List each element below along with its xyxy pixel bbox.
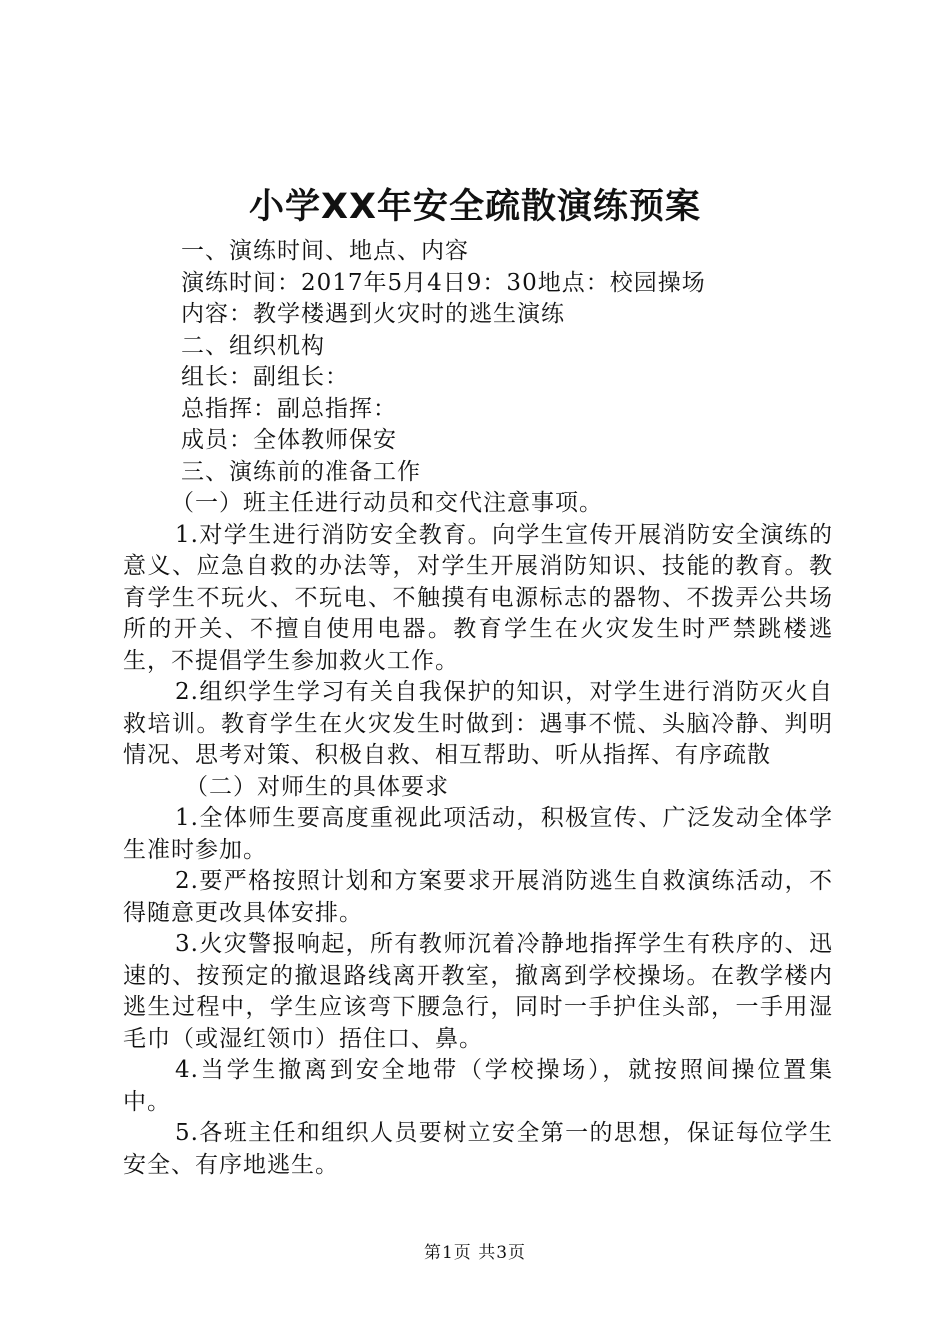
drill-content: 内容：教学楼遇到火灾时的逃生演练 (181, 301, 565, 327)
requirement-4: 4.当学生撤离到安全地带（学校操场），就按照间操位置集中。 (123, 1057, 833, 1115)
drill-time-location: 演练时间：2017年5月4日9：30地点：校园操场 (181, 269, 706, 296)
section-heading-2: 二、组织机构 (181, 332, 325, 359)
requirement-5: 5.各班主任和组织人员要树立安全第一的思想，保证每位学生安全、有序地逃生。 (123, 1120, 833, 1178)
paragraph-safety-education: 1.对学生进行消防安全教育。向学生宣传开展消防安全演练的意义、应急自救的办法等，对学生开展消防知识、技能的教育。教育学生不玩火、不玩电、不触摸有电源标志的器物、不拨弄公共场所的开关、不擅自使用电器。教育学生在火灾发生时严禁跳楼逃生，不提倡学生参加救火工作。 (123, 521, 833, 674)
page-footer: 第1页 共3页 (423, 1243, 527, 1263)
subsection-heading-1: （一）班主任进行动员和交代注意事项。 (171, 490, 603, 516)
requirement-1: 1.全体师生要高度重视此项活动，积极宣传、广泛发动全体学生准时参加。 (123, 805, 833, 863)
section-heading-1: 一、演练时间、地点、内容 (181, 238, 469, 264)
paragraph-self-protection: 2.组织学生学习有关自我保护的知识，对学生进行消防灭火自救培训。教育学生在火灾发生时做到：遇事不慌、头脑冷静、判明情况、思考对策、积极自救、相互帮助、听从指挥、有序疏散 (123, 679, 833, 768)
subsection-heading-2: （二）对师生的具体要求 (185, 773, 449, 800)
document-title: 小学XX年安全疏散演练预案 (249, 187, 701, 227)
org-leader: 组长：副组长： (181, 364, 349, 390)
section-heading-3: 三、演练前的准备工作 (181, 458, 421, 485)
org-members: 成员：全体教师保安 (181, 427, 397, 453)
org-commander: 总指挥：副总指挥： (181, 395, 397, 422)
requirement-3: 3.火灾警报响起，所有教师沉着冷静地指挥学生有秩序的、迅速的、按预定的撤退路线离开教室，撤离到学校操场。在教学楼内逃生过程中，学生应该弯下腰急行，同时一手护住头部，一手用湿毛巾（或湿红领巾）捂住口、鼻。 (123, 931, 833, 1052)
requirement-2: 2.要严格按照计划和方案要求开展消防逃生自救演练活动，不得随意更改具体安排。 (123, 868, 833, 926)
document-body (123, 236, 833, 1181)
